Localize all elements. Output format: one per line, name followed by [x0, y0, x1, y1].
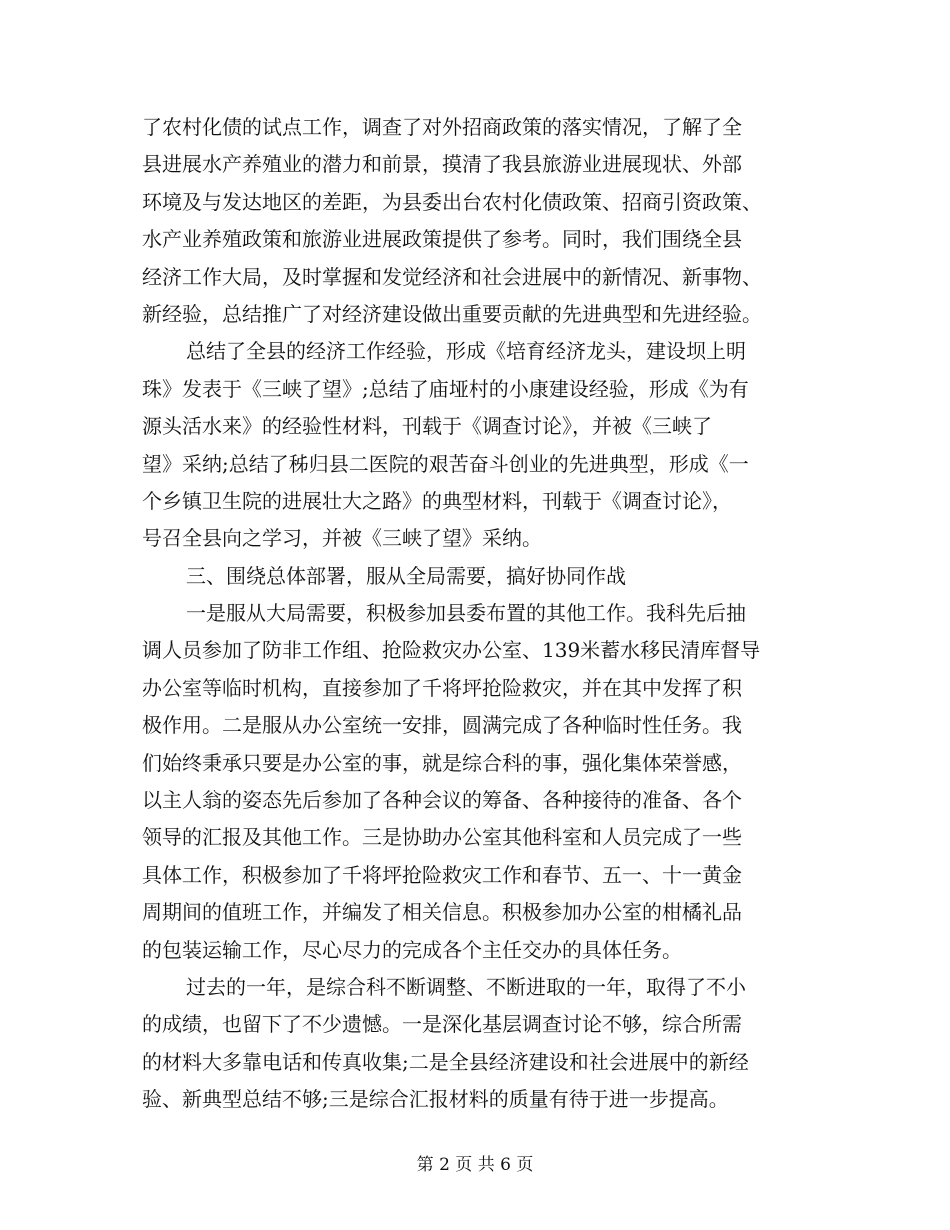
text-line: 极作用。二是服从办公室统一安排，圆满完成了各种临时性任务。我 [142, 713, 742, 738]
paragraph [142, 969, 814, 1119]
text-line: 一是服从大局需要，积极参加县委布置的其他工作。我科先后抽 [186, 601, 746, 626]
text-line: 的成绩，也留下了不少遗憾。一是深化基层调查讨论不够，综合所需 [142, 1012, 742, 1037]
paragraph [142, 109, 814, 333]
text-line: 经济工作大局，及时掌握和发觉经济和社会进展中的新情况、新事物、 [142, 264, 762, 289]
text-line: 领导的汇报及其他工作。三是协助办公室其他科室和人员完成了一些 [142, 825, 742, 850]
document-body [142, 109, 814, 1119]
text-line: 的包装运输工作，尽心尽力的完成各个主任交办的具体任务。 [142, 937, 682, 962]
text-line: 望》采纳;总结了秭归县二医院的艰苦奋斗创业的先进典型，形成《一 [142, 451, 749, 476]
text-line: 过去的一年，是综合科不断调整、不断进取的一年，取得了不小 [186, 974, 746, 999]
text-line: 了农村化债的试点工作，调查了对外招商政策的落实情况，了解了全 [142, 115, 742, 139]
paragraph [142, 595, 814, 969]
text-line: 周期间的值班工作，并编发了相关信息。积极参加办公室的柑橘礼品 [142, 900, 742, 925]
text-line: 个乡镇卫生院的进展壮大之路》的典型材料，刊载于《调查讨论》， [142, 488, 732, 513]
text-line: 源头活水来》的经验性材料，刊载于《调查讨论》，并被《三峡了 [142, 414, 712, 439]
paragraph [142, 333, 814, 557]
text-line: 的材料大多靠电话和传真收集;二是全县经济建设和社会进展中的新经 [142, 1049, 749, 1074]
text-line: 环境及与发达地区的差距，为县委出台农村化债政策、招商引资政策、 [142, 189, 762, 214]
section-heading [142, 558, 814, 595]
text-line: 县进展水产养殖业的潜力和前景，摸清了我县旅游业进展现状、外部 [142, 152, 742, 177]
text-line: 办公室等临时机构，直接参加了千将坪抢险救灾，并在其中发挥了积 [142, 675, 742, 700]
page-number-footer: 第 2 页 共 6 页 [416, 1155, 534, 1175]
text-line: 号召全县向之学习，并被《三峡了望》采纳。 [142, 526, 542, 551]
text-line: 总结了全县的经济工作经验，形成《培育经济龙头，建设坝上明 [186, 339, 746, 364]
text-line: 水产业养殖政策和旅游业进展政策提供了参考。同时，我们围绕全县 [142, 227, 742, 252]
text-line: 验、新典型总结不够;三是综合汇报材料的质量有待于进一步提高。 [142, 1087, 729, 1112]
text-line: 新经验，总结推广了对经济建设做出重要贡献的先进典型和先进经验。 [142, 301, 762, 326]
heading-text: 三、围绕总体部署，服从全局需要，搞好协同作战 [186, 563, 626, 588]
text-line: 以主人翁的姿态先后参加了各种会议的筹备、各种接待的准备、各个 [142, 788, 742, 813]
text-line: 具体工作，积极参加了千将坪抢险救灾工作和春节、五一、十一黄金 [142, 862, 742, 887]
text-line: 们始终秉承只要是办公室的事，就是综合科的事，强化集体荣誉感， [142, 750, 742, 775]
text-line: 珠》发表于《三峡了望》;总结了庙垭村的小康建设经验，形成《为有 [142, 376, 749, 401]
text-line: 调人员参加了防非工作组、抢险救灾办公室、139米蓄水移民清库督导 [142, 638, 761, 663]
